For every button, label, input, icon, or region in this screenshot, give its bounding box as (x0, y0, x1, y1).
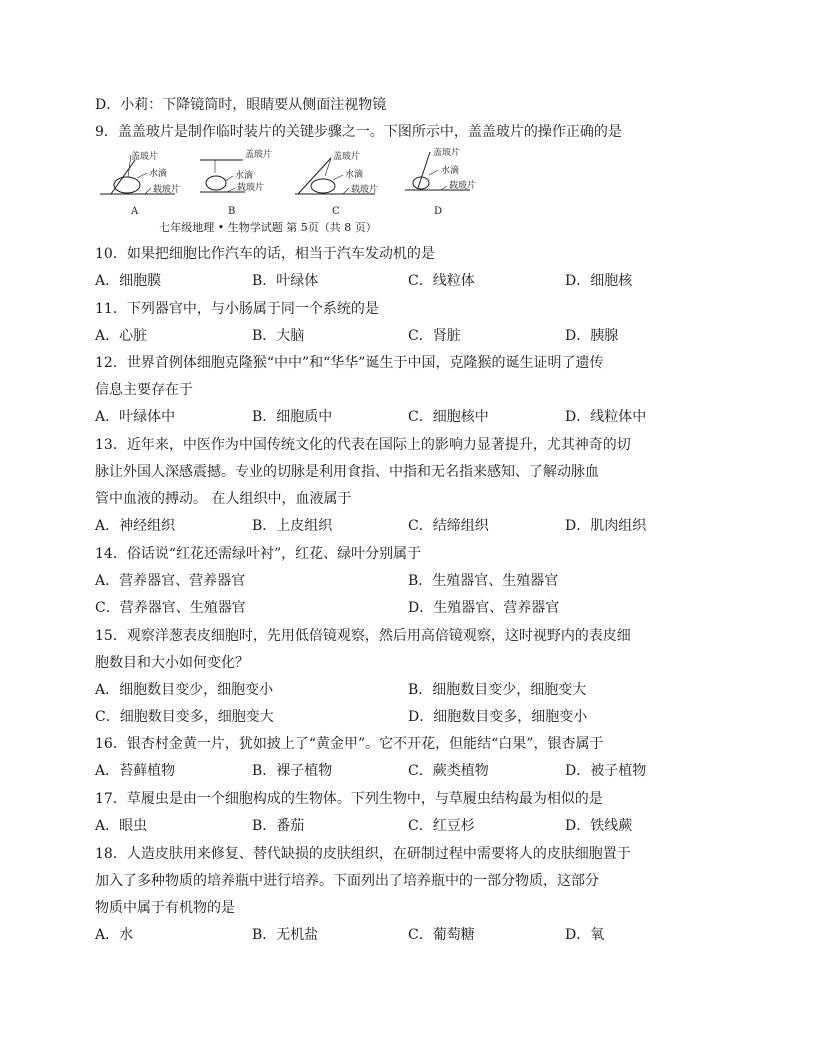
diagram-letter-a: A (131, 206, 139, 217)
coverslip-diagram (95, 148, 495, 220)
q14-option-c[interactable]: C．营养器官、生殖器官 (95, 600, 246, 616)
page-footer-text: 七年级地理 • 生物学试题 第 5页（共 8 页） (159, 221, 377, 234)
q13-stem-cont: 脉让外国人深感震撼。专业的切脉是利用食指、中指和无名指来感知、了解动脉血 (95, 464, 599, 480)
q13-option-b[interactable]: B．上皮组织 (252, 518, 333, 534)
q11-option-d[interactable]: D．胰腺 (565, 328, 619, 344)
q11-options (95, 327, 695, 345)
q15-option-b[interactable]: B．细胞数目变少，细胞变大 (408, 682, 587, 698)
diagram-letter-c: C (332, 206, 340, 217)
diagram-d (405, 148, 476, 217)
page-footer (0, 221, 816, 235)
q10-options (95, 272, 695, 290)
diagram-b-drop-label: 水滴 (235, 171, 254, 181)
q17-option-a[interactable]: A．眼虫 (95, 818, 148, 834)
diagram-c (295, 150, 378, 217)
q11-option-c[interactable]: C．肾脏 (408, 328, 461, 344)
q12-option-b[interactable]: B．细胞质中 (252, 409, 333, 425)
diagram-letter-b: B (228, 206, 236, 217)
q17-option-b[interactable]: B．番茄 (252, 818, 305, 834)
q18-options (95, 926, 695, 944)
q11-option-a[interactable]: A．心脏 (95, 328, 148, 344)
q11-stem: 11．下列器官中，与小肠属于同一个系统的是 (95, 301, 379, 317)
diagram-a-slide-label: 载玻片 (153, 185, 181, 195)
q18-option-d[interactable]: D．氧 (565, 927, 605, 943)
q16-stem: 16．银杏村金黄一片，犹如披上了“黄金甲”。它不开花，但能结“白果”，银杏属于 (95, 736, 604, 752)
diagram-b-slide-label: 载玻片 (237, 183, 265, 193)
q15-options-row2 (95, 708, 695, 726)
q18-stem-cont: 加入了多种物质的培养瓶中进行培养。下面列出了培养瓶中的一部分物质，这部分 (95, 873, 599, 889)
q17-option-d[interactable]: D．铁线蕨 (565, 818, 633, 834)
q13-stem-cont2: 管中血液的搏动。 在人组织中，血液属于 (95, 491, 352, 507)
q12-option-d[interactable]: D．线粒体中 (565, 409, 647, 425)
q14-option-d[interactable]: D．生殖器官、营养器官 (408, 600, 560, 616)
q17-stem: 17．草履虫是由一个细胞构成的生物体。下列生物中，与草履虫结构最为相似的是 (95, 791, 603, 807)
q16-option-b[interactable]: B．裸子植物 (252, 763, 333, 779)
q14-stem: 14．俗话说“红花还需绿叶衬”，红花、绿叶分别属于 (95, 546, 422, 562)
q10-option-d[interactable]: D．细胞核 (565, 273, 633, 289)
diagram-b (200, 148, 272, 217)
q18-option-c[interactable]: C．葡萄糖 (408, 927, 475, 943)
q15-stem: 15．观察洋葱表皮细胞时，先用低倍镜观察，然后用高倍镜观察，这时视野内的表皮细 (95, 628, 631, 644)
q12-option-c[interactable]: C．细胞核中 (408, 409, 489, 425)
q14-options-row2 (95, 599, 695, 617)
q15-option-c[interactable]: C．细胞数目变多，细胞变大 (95, 709, 274, 725)
q14-options-row1 (95, 572, 695, 590)
diagram-d-cover-label: 盖玻片 (433, 148, 461, 158)
q15-option-d[interactable]: D．细胞数目变多，细胞变小 (408, 709, 588, 725)
q18-stem-cont2: 物质中属于有机物的是 (95, 900, 235, 916)
q18-stem: 18．人造皮肤用来修复、替代缺损的皮肤组织，在研制过程中需要将人的皮肤细胞置于 (95, 846, 631, 862)
q17-options (95, 817, 695, 835)
q10-stem: 10．如果把细胞比作汽车的话，相当于汽车发动机的是 (95, 246, 435, 262)
q16-options (95, 762, 695, 780)
q16-option-d[interactable]: D．被子植物 (565, 763, 647, 779)
diagram-c-cover-label: 盖玻片 (333, 152, 361, 162)
diagram-a (100, 150, 180, 217)
q10-option-b[interactable]: B．叶绿体 (252, 273, 319, 289)
q15-options-row1 (95, 681, 695, 699)
q14-option-a[interactable]: A．营养器官、营养器官 (95, 573, 246, 589)
q13-option-a[interactable]: A．神经组织 (95, 518, 176, 534)
q16-option-c[interactable]: C．蕨类植物 (408, 763, 489, 779)
q18-option-b[interactable]: B．无机盐 (252, 927, 319, 943)
q9-stem: 9．盖盖玻片是制作临时装片的关键步骤之一。下图所示中，盖盖玻片的操作正确的是 (95, 124, 622, 140)
diagram-b-cover-label: 盖玻片 (245, 150, 273, 160)
q13-options (95, 517, 695, 535)
diagram-a-cover-label: 盖玻片 (131, 152, 159, 162)
q16-option-a[interactable]: A．苔藓植物 (95, 763, 176, 779)
q10-option-c[interactable]: C．线粒体 (408, 273, 475, 289)
q11-option-b[interactable]: B．大脑 (252, 328, 305, 344)
q13-option-d[interactable]: D．肌肉组织 (565, 518, 647, 534)
q15-stem-cont: 胞数目和大小如何变化？ (95, 655, 249, 671)
q12-options (95, 408, 695, 426)
q18-option-a[interactable]: A．水 (95, 927, 134, 943)
diagram-c-slide-label: 载玻片 (351, 185, 379, 195)
q17-option-c[interactable]: C．红豆杉 (408, 818, 475, 834)
diagram-c-drop-label: 水滴 (345, 170, 364, 180)
q15-option-a[interactable]: A．细胞数目变少，细胞变小 (95, 682, 274, 698)
q14-option-b[interactable]: B．生殖器官、生殖器官 (408, 573, 559, 589)
diagram-d-drop-label: 水滴 (441, 166, 460, 176)
q13-option-c[interactable]: C．结缔组织 (408, 518, 489, 534)
diagram-letter-d: D (434, 206, 443, 217)
q8-option-d: D．小莉：下降镜筒时，眼睛要从侧面注视物镜 (95, 97, 387, 113)
diagram-d-slide-label: 载玻片 (449, 181, 477, 191)
q13-stem: 13．近年来，中医作为中国传统文化的代表在国际上的影响力显著提升，尤其神奇的切 (95, 437, 631, 453)
q10-option-a[interactable]: A．细胞膜 (95, 273, 162, 289)
q12-option-a[interactable]: A．叶绿体中 (95, 409, 176, 425)
q12-stem-cont: 信息主要存在于 (95, 382, 193, 398)
diagram-a-drop-label: 水滴 (149, 169, 168, 179)
q12-stem: 12．世界首例体细胞克隆猴“中中”和“华华”诞生于中国，克隆猴的诞生证明了遗传 (95, 355, 604, 371)
